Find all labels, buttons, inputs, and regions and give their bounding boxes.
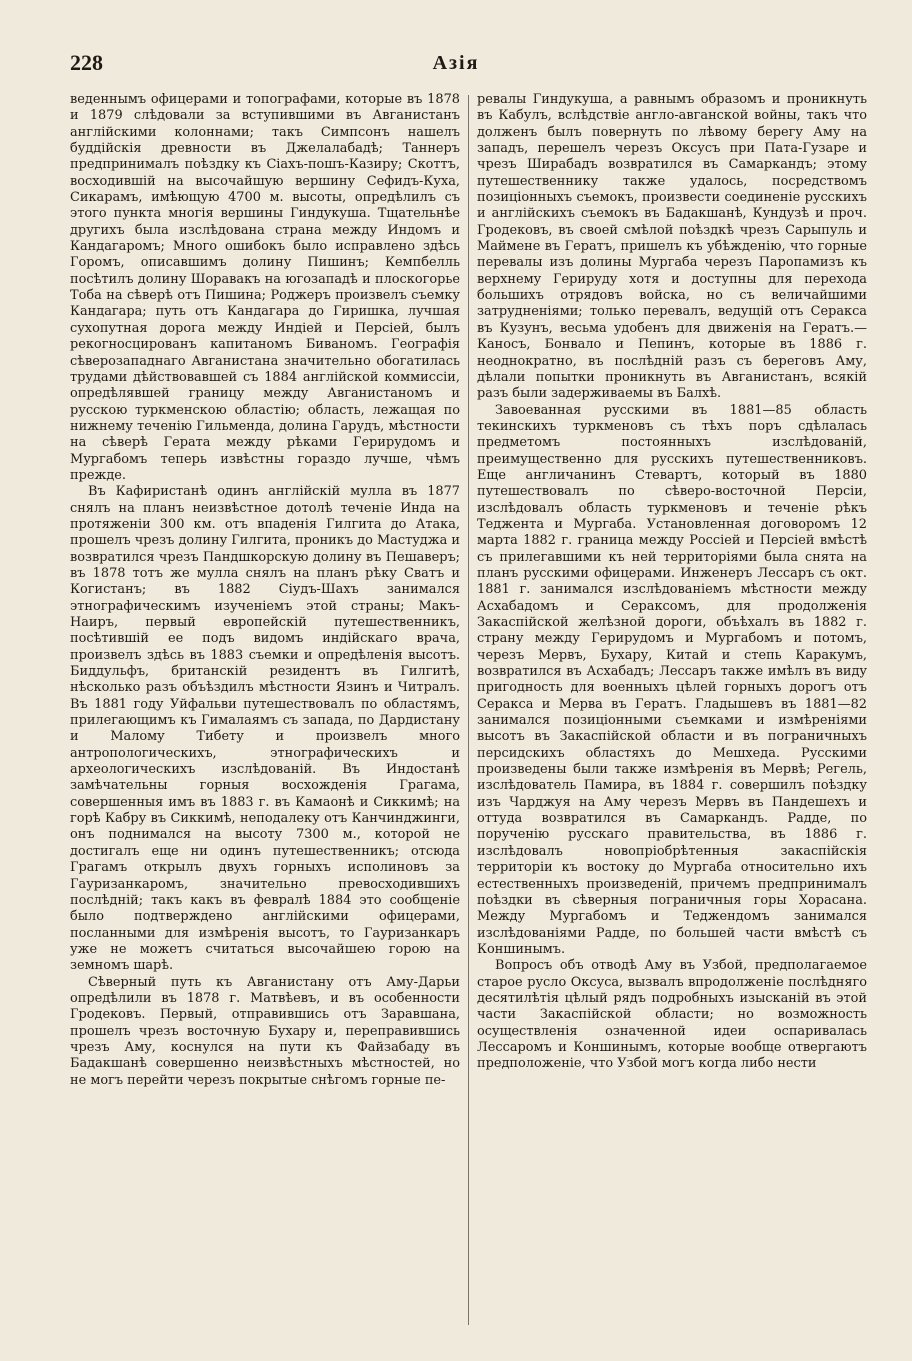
left-column (70, 92, 460, 1089)
paragraph: веденнымъ офицерами и топографами, которые въ 1878 и 1879 слѣдовали за вступившими въ Авганистанъ англійскими колоннами; такъ Симпсонъ нашелъ буддійскія древности въ Джелалабадѣ; Таннеръ предпринималъ поѣздку къ Сіахъ-пошъ-Казиру; Скоттъ, восходившій на высочайшую вершину Сефидъ-Куха, Сикарамъ, имѣющую 4700 м. высоты, опредѣлилъ съ этого пункта многія вершины Гиндукуша. Тщательнѣе другихъ была изслѣдована страна между Индомъ и Кандагаромъ; Много ошибокъ было исправлено здѣсь Горомъ, описавшимъ долину Пишинъ; Кемпбелль посѣтилъ долину Шоравакъ на югозападѣ и плоскогорье Тоба на сѣверѣ отъ Пишина; Роджеръ произвелъ съемку Кандагара; путь отъ Кандагара до Гиришка, лучшая сухопутная дорога между Индіей и Персіей, былъ рекогносцированъ капитаномъ Биваномъ. Географія сѣверозападнаго Авганистана значительно обогатилась трудами дѣйствовавшей съ 1884 англійской коммиссіи, опредѣлявшей границу между Авганистаномъ и русскою туркменскою областію; область, лежащая по нижнему теченію Гильменда, долина Гарудъ, мѣстности на сѣверѣ Герата между рѣками Герирудомъ и Мургабомъ теперь извѣстны гораздо лучше, чѣмъ прежде. (70, 92, 460, 483)
column-divider (468, 95, 469, 1325)
paragraph: Сѣверный путь къ Авганистану отъ Аму-Дарьи опредѣлили въ 1878 г. Матвѣевъ, и въ особенности Гродековъ. Первый, отправившись отъ Заравшана, прошелъ чрезъ восточную Бухару и, переправившись чрезъ Аму, коснулся на пути къ Файзабаду въ Бадакшанѣ совершенно неизвѣстныхъ мѣстностей, но не могъ перейти черезъ покрытые снѣгомъ горные пе- (70, 974, 460, 1088)
paragraph: Въ Кафиристанѣ одинъ англійскій мулла въ 1877 снялъ на планъ неизвѣстное дотолѣ теченіе Инда на протяженіи 300 км. отъ впаденія Гилгита до Атака, прошелъ чрезъ долину Гилгита, проникъ до Мастуджа и возвратился чрезъ Пандшкорскую долину въ Пешаверъ; въ 1878 тотъ же мулла снялъ на планъ рѣку Сватъ и Когистанъ; въ 1882 Сіудъ-Шахъ занимался этнографическимъ изученіемъ этой страны; Макъ-Наиръ, первый европейскій путешественникъ, посѣтившій ее подъ видомъ индійскаго врача, произвелъ здѣсь въ 1883 съемки и опредѣленія высотъ. Биддульфъ, британскій резидентъ въ Гилгитѣ, нѣсколько разъ объѣздилъ мѣстности Язинъ и Читралъ. Въ 1881 году Уйфальви путешествовалъ по областямъ, прилегающимъ къ Гималаямъ съ запада, по Дардистану и Малому Тибету и произвелъ много антропологическихъ, этнографическихъ и археологическихъ изслѣдованій. Въ Индостанѣ замѣчательны горныя восхожденія Грагама, совершенныя имъ въ 1883 г. въ Камаонѣ и Сиккимѣ; на горѣ Кабру въ Сиккимѣ, неподалеку отъ Канчинджинги, онъ поднимался на высоту 7300 м., которой не достигалъ еще ни одинъ путешественникъ; отсюда Грагамъ открылъ двухъ горныхъ исполиновъ за Гауризанкаромъ, значительно превосходившихъ послѣдній; такъ какъ въ февралѣ 1884 это сообщеніе было подтверждено англійскими офицерами, посланными для измѣренія высотъ, то Гауризанкаръ уже не можетъ считаться высочайшею горою на земномъ шарѣ. (70, 484, 460, 974)
page-number: 228 (70, 50, 103, 75)
right-column (477, 92, 867, 1073)
running-title: Азія (432, 52, 480, 74)
paragraph: Завоеванная русскими въ 1881—85 область текинскихъ туркменовъ съ тѣхъ поръ сдѣлалась предметомъ постоянныхъ изслѣдованій, преимущественно для русскихъ путешественниковъ. Еще англичанинъ Стевартъ, который въ 1880 путешествовалъ по сѣверо-восточной Персіи, изслѣдовалъ область туркменовъ и теченіе рѣкъ Теджента и Мургаба. Установленная договоромъ 12 марта 1882 г. граница между Россіей и Персіей вмѣстѣ съ прилегавшими къ ней территоріями была снята на планъ русскими офицерами. Инженеръ Лессаръ съ окт. 1881 г. занимался изслѣдованіемъ мѣстности между Асхабадомъ и Сераксомъ, для продолженія Закаспійской желѣзной дороги, объѣхалъ въ 1882 г. страну между Герирудомъ и Мургабомъ и потомъ, черезъ Мервъ, Бухару, Китай и степь Каракумъ, возвратился въ Асхабадъ; Лессаръ также имѣлъ въ виду пригодность для военныхъ цѣлей горныхъ дорогъ отъ Серакса и Мерва въ Гератъ. Гладышевъ въ 1881—82 занимался позиціонными съемками и измѣреніями высотъ въ Закаспійской области и въ пограничныхъ персидскихъ областяхъ до Мешхеда. Русскими произведены были также измѣренія въ Мервѣ; Регель, изслѣдователь Памира, въ 1884 г. совершилъ поѣздку изъ Чарджуя на Аму черезъ Мервъ въ Пандешехъ и оттуда возвратился въ Самаркандъ. Радде, по порученію русскаго правительства, въ 1886 г. изслѣдовалъ новопріобрѣтенныя закаспійскія территоріи къ востоку до Мургаба относительно ихъ естественныхъ произведеній, причемъ предпринималъ поѣздки въ сѣверныя пограничныя горы Хорасана. Между Мургабомъ и Теджендомъ занимался изслѣдованіями Радде, по большей части вмѣстѣ съ Коншинымъ. (477, 402, 867, 957)
paragraph: ревалы Гиндукуша, а равнымъ образомъ и проникнуть въ Кабулъ, вслѣдствіе англо-авганской войны, такъ что долженъ былъ повернуть по лѣвому берегу Аму на западъ, перешелъ черезъ Оксусъ при Пата-Гузаре и чрезъ Ширабадъ возвратился въ Самаркандъ; этому путешественнику также удалось, посредствомъ позиціонныхъ съемокъ, произвести соединеніе русскихъ и англійскихъ съемокъ въ Бадакшанѣ, Кундузѣ и проч. Гродековъ, въ своей смѣлой поѣздкѣ чрезъ Сарыпуль и Маймене въ Гератъ, пришелъ къ убѣжденію, что горные перевалы изъ долины Мургаба черезъ Паропамизъ къ верхнему Герируду хотя и доступны для перехода большихъ отрядовъ войска, но съ величайшими затрудненіями; только перевалъ, ведущій отъ Серакса въ Кузунъ, весьма удобенъ для движенія на Гератъ.—Каносъ, Бонвало и Пепинъ, которые въ 1886 г. неоднократно, въ послѣдній разъ съ береговъ Аму, дѣлали попытки проникнуть въ Авганистанъ, всякій разъ были задерживаемы въ Балхѣ. (477, 92, 867, 402)
paragraph: Вопросъ объ отводѣ Аму въ Узбой, предполагаемое старое русло Оксуса, вызвалъ впродолженіе послѣдняго десятилѣтія цѣлый рядъ подробныхъ изысканій въ этой части Закаспійской области; но возможность осуществленія означенной идеи оспаривалась Лессаромъ и Коншинымъ, которые вообще отвергаютъ предположеніе, что Узбой могъ когда либо нести (477, 958, 867, 1072)
